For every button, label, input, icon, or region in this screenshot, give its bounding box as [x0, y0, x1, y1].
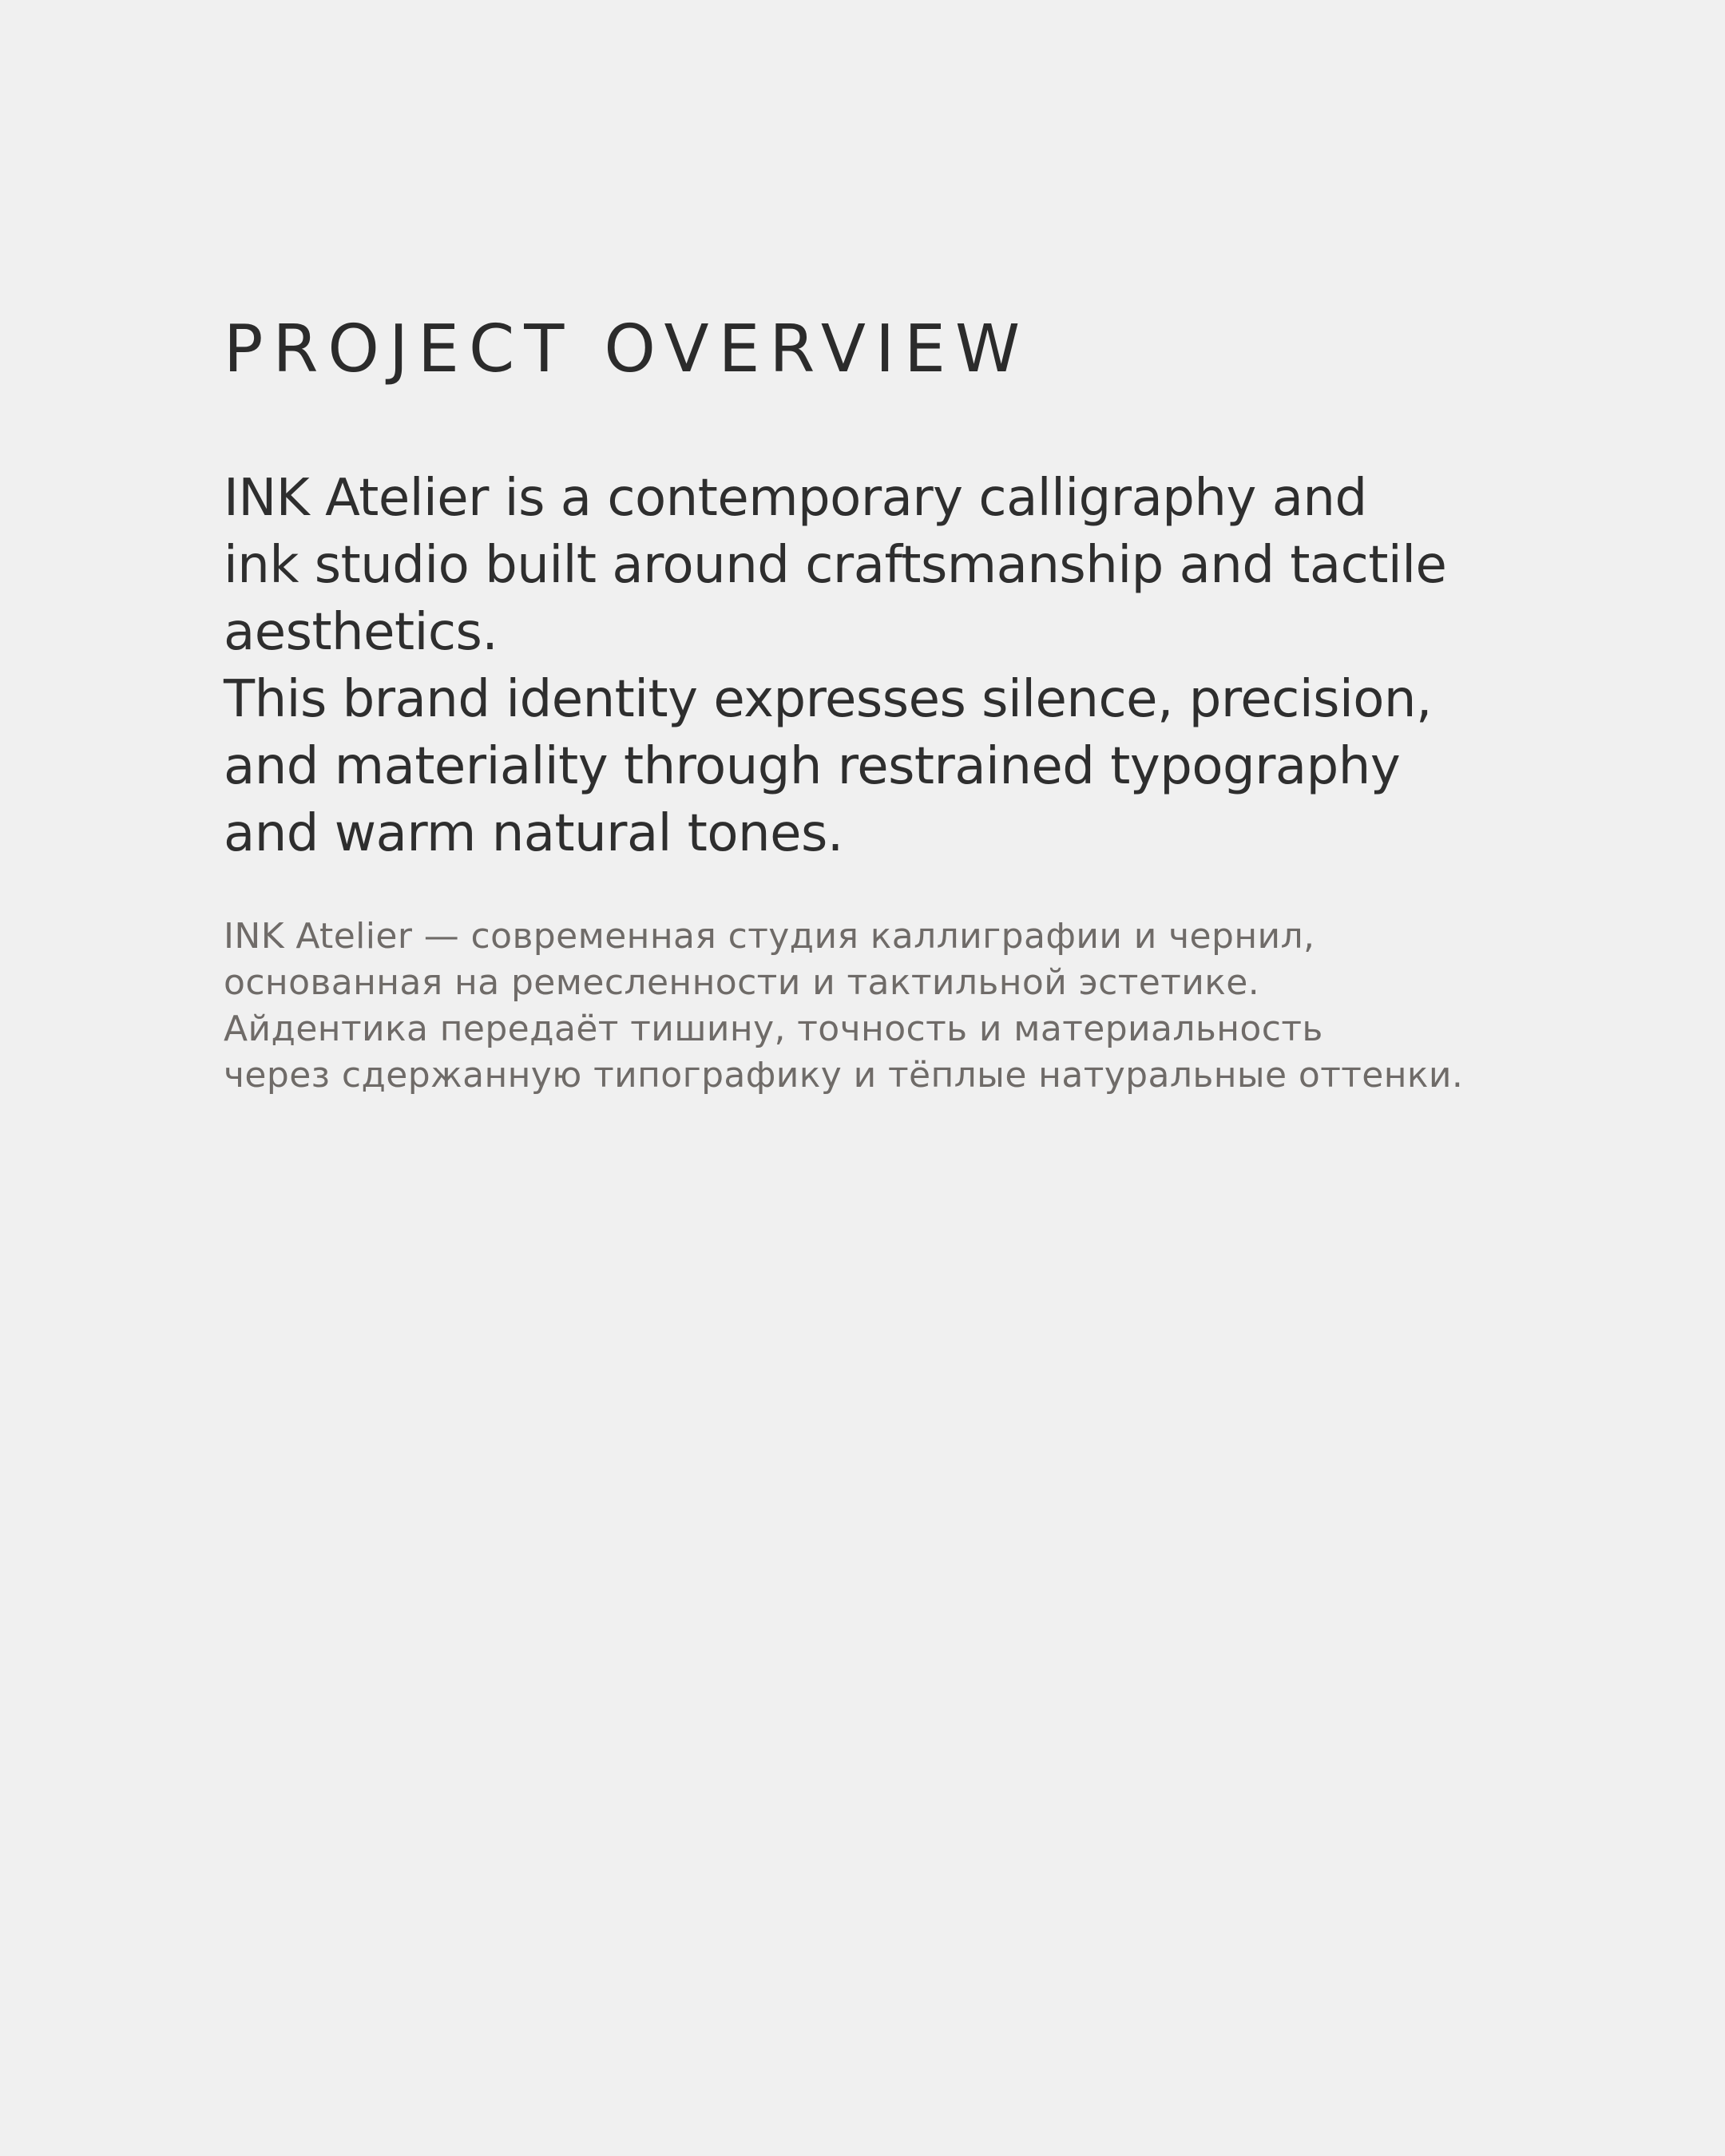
description-en-line: and warm natural tones. [224, 804, 843, 863]
section-title: PROJECT OVERVIEW [224, 311, 1030, 387]
description-en-line: and materiality through restrained typography [224, 737, 1401, 796]
description-ru-line: Айдентика передаёт тишину, точность и материальность [224, 1009, 1323, 1049]
description-english [224, 465, 1517, 867]
description-en-line: This brand identity expresses silence, precision, [224, 670, 1432, 729]
description-en-line: aesthetics. [224, 603, 498, 662]
description-ru-line: основанная на ремесленности и тактильной эстетике. [224, 962, 1260, 1003]
description-ru-line: через сдержанную типографику и тёплые натуральные оттенки. [224, 1055, 1464, 1096]
project-overview-page [224, 311, 1517, 1099]
description-russian [224, 914, 1517, 1099]
description-en-line: ink studio built around craftsmanship and tactile [224, 536, 1447, 595]
description-en-line: INK Atelier is a contemporary calligraphy and [224, 469, 1367, 528]
description-ru-line: INK Atelier — современная студия каллиграфии и чернил, [224, 916, 1315, 957]
